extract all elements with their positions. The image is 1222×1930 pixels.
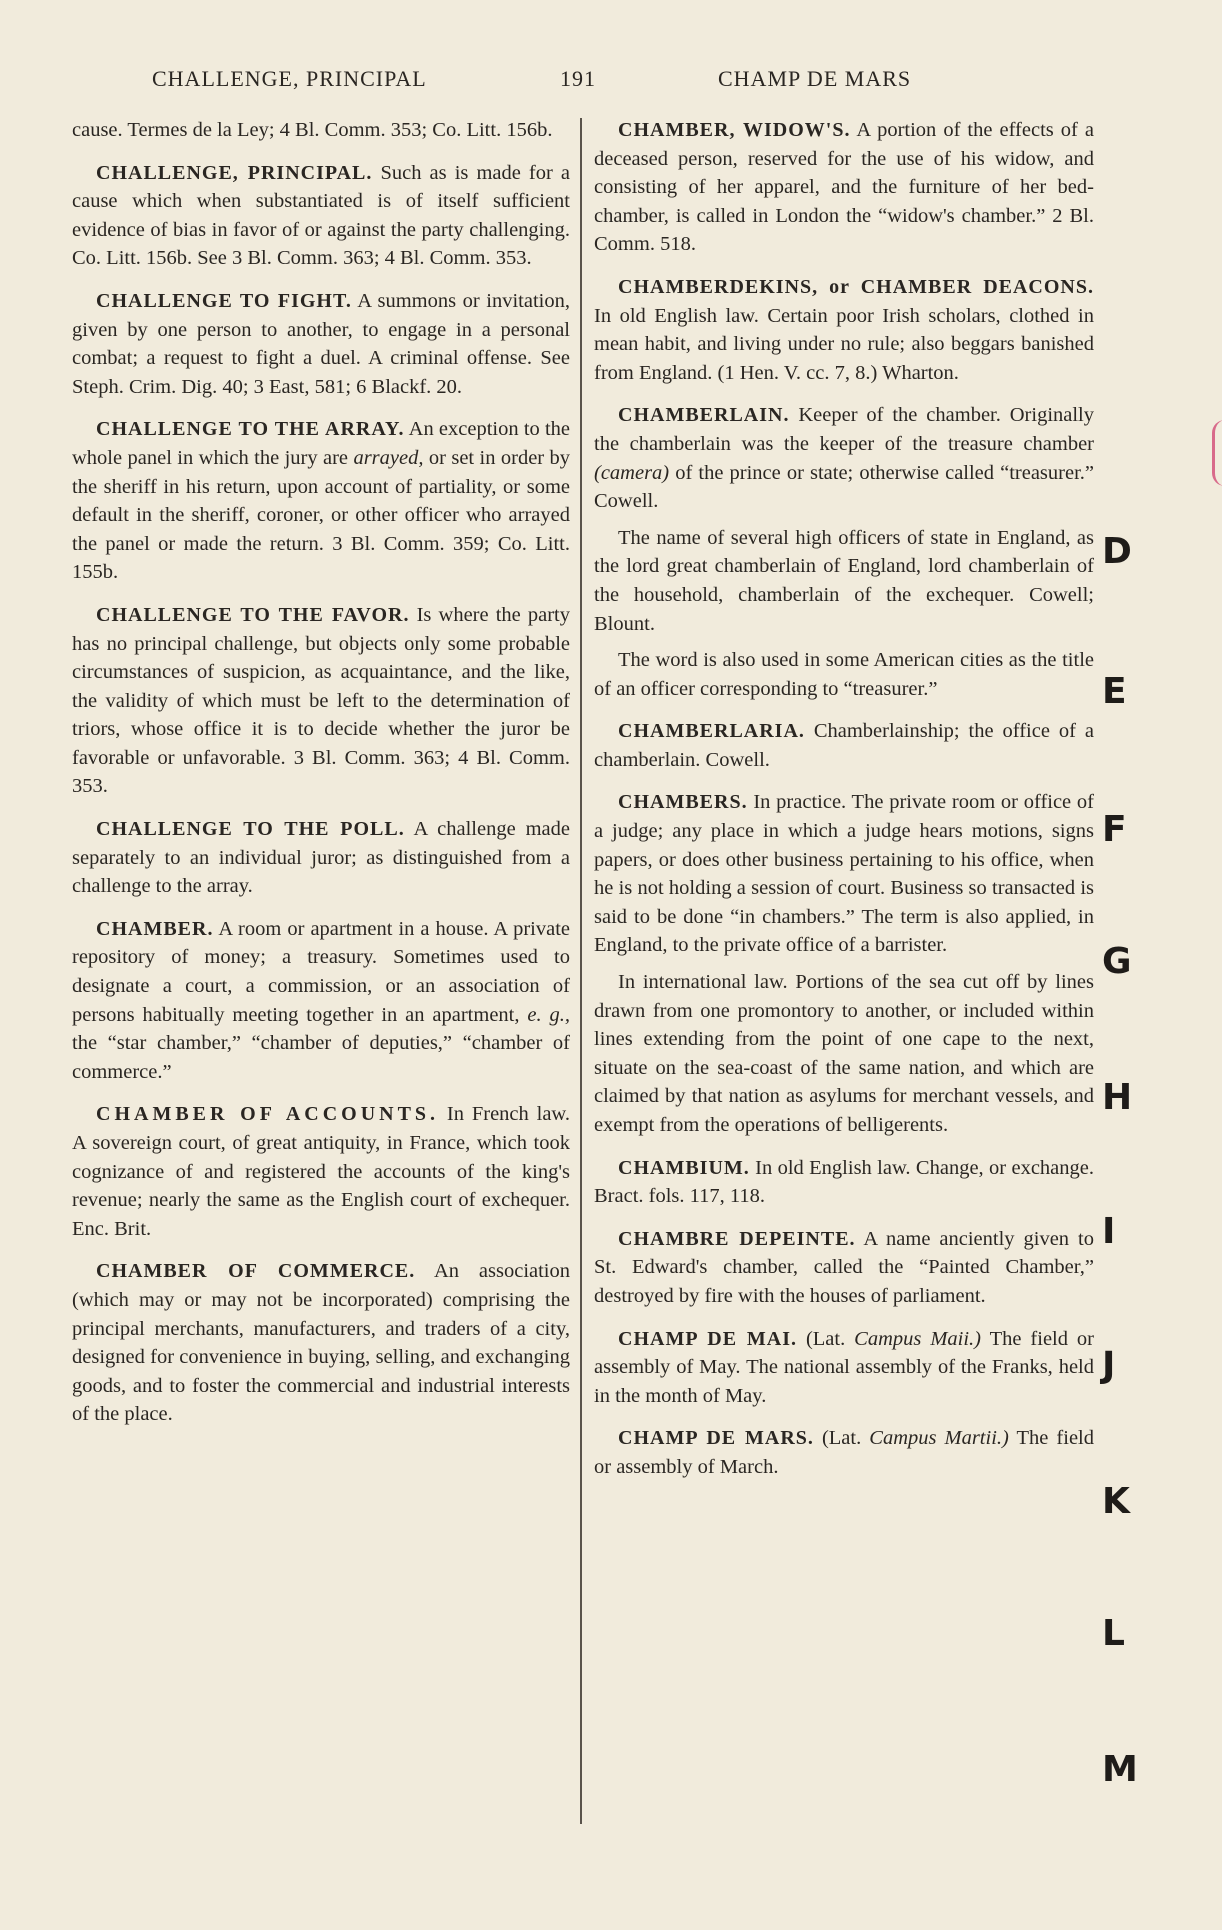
entry-champ-de-mars <box>594 1424 1094 1481</box>
entry-challenge-to-the-favor <box>72 601 570 801</box>
column-divider <box>580 118 582 1824</box>
entry-body: In old English law. Change, or exchange. Bract. fols. 117, 118. <box>594 1156 1094 1208</box>
entry-chamber <box>72 915 570 1087</box>
entry-chamberlain <box>594 401 1094 515</box>
entry-subparagraph: The word is also used in some American cities as the title of an officer corresponding to “treasurer.” <box>594 649 1094 700</box>
entry-headword: CHAMBERLAIN. <box>618 404 790 427</box>
entry-challenge-to-the-poll <box>72 815 570 901</box>
entry-challenge-to-fight <box>72 287 570 401</box>
entry-subparagraph: The name of several high officers of state in England, as the lord great chamberlain of England, lord chamberlain of the household, chamberlain of the exchequer. Cowell; Blount. <box>594 526 1094 635</box>
entry-body: (Lat. <box>821 1427 862 1450</box>
entry-headword: CHAMBER OF COMMERCE. <box>96 1260 416 1283</box>
entry-chambre-depeinte <box>594 1225 1094 1311</box>
entry-body: the “star chamber,” “chamber of deputies,” “chamber of commerce.” <box>72 1032 570 1083</box>
thumb-index-letter: K <box>1102 1481 1130 1522</box>
entry-body: A summons or invitation, given by one person to another, to engage in a personal combat; a request to fight a duel. A criminal offense. See Steph. Crim. Dig. 40; 3 East, 581; 6 Blackf. 20. <box>72 289 570 398</box>
entry-headword: CHALLENGE TO THE POLL. <box>96 818 405 841</box>
entry-body: or set in order by the sheriff in his return, upon account of partiality, or some default in the sheriff, coroner, or other officer who arrayed the panel or made the return. 3 Bl. Comm. 359; Co. Litt. 155b. <box>72 446 571 584</box>
thumb-index-letter: M <box>1102 1749 1138 1790</box>
page-number: 191 <box>560 66 596 91</box>
entry-body: Keeper of the chamber. Originally the chamberlain was the keeper of the treasure chamber <box>594 404 1095 455</box>
entry-headword: CHAMP DE MAI. <box>618 1327 797 1350</box>
entry-body: In practice. The private room or office of a judge; any place in which a judge hears motions, signs papers, or does other business pertaining to his office, when he is not holding a session of court. Business so transacted is said to be done “in chambers.” The term is also applied, in England, to the private office of a barrister. <box>594 791 1094 957</box>
thumb-index-letter: E <box>1102 671 1127 712</box>
entry-headword: CHAMBERLARIA. <box>618 720 805 743</box>
entry-body: A room or apartment in a house. A private repository of money; a treasury. Sometimes used to designate a court, a commission, or an association of persons habitually meeting together in an apartment, <box>72 917 571 1026</box>
running-head-left: CHALLENGE, PRINCIPAL <box>152 66 427 91</box>
running-head-right: CHAMP DE MARS <box>718 66 912 91</box>
entry-italic: e. g., <box>527 1003 570 1026</box>
entry-chamber-of-accounts <box>72 1100 570 1243</box>
thumb-index-letter: I <box>1102 1211 1116 1252</box>
entry-body: In old English law. Certain poor Irish scholars, clothed in mean habit, and living under no rule; also beggars banished from England. (1 Hen. V. cc. 7, 8.) Wharton. <box>594 304 1094 384</box>
entry-headword: CHALLENGE TO THE FAVOR. <box>96 603 410 626</box>
page-edge-mark <box>1212 420 1222 486</box>
entry-chamber-of-commerce <box>72 1257 570 1429</box>
entry-headword: CHALLENGE, PRINCIPAL. <box>96 161 373 184</box>
entry-body: An exception to the whole panel in which the jury are <box>72 418 571 469</box>
entry-italic: (camera) <box>594 461 670 484</box>
entry-body: A name anciently given to St. Edward's chamber, called the “Painted Chamber,” destroyed by fire with the houses of parliament. <box>594 1227 1094 1307</box>
entry-headword: CHAMBERDEKINS, or CHAMBER DEACONS. <box>618 275 1094 298</box>
thumb-index-letter: G <box>1102 941 1132 982</box>
entry-chamberlaria <box>594 717 1094 774</box>
running-head <box>0 66 1222 98</box>
entry-challenge-to-the-array <box>72 415 570 587</box>
entry-body: An association (which may or may not be incorporated) comprising the principal merchants, manufacturers, and traders of a city, designed for convenience in buying, selling, and exchanging goods, and to foster the commercial and industrial interests of the place. <box>72 1260 570 1426</box>
entry-continuation <box>72 116 570 145</box>
entry-headword: CHALLENGE TO THE ARRAY. <box>96 418 405 441</box>
entry-headword: CHAMBER, WIDOW'S. <box>618 119 851 141</box>
entry-headword: CHAMBIUM. <box>618 1156 750 1179</box>
entry-body: The field or assembly of May. The national assembly of the Franks, held in the month of May. <box>594 1327 1095 1407</box>
entry-chamberdekins <box>594 273 1094 387</box>
entry-body: (Lat. <box>805 1327 846 1350</box>
entry-body: of the prince or state; otherwise called “treasurer.” Cowell. <box>594 461 1095 513</box>
entry-body: Is where the party has no principal challenge, but objects only some probable circumstances of suspicion, as acquaintance, and the like, the validity of which must be left to the determination of triors, whose office it is to decide whether the juror be favorable or unfavorable. 3 Bl. Comm. 363; 4 Bl. Comm. 353. <box>72 603 570 798</box>
entry-body: A portion of the effects of a deceased person, reserved for the use of his widow, and consisting of her apparel, and the furniture of her bed-chamber, is called in London the “widow's chamber.” 2 Bl. Comm. 518. <box>594 119 1094 256</box>
entry-body: A challenge made separately to an individual juror; as distinguished from a challenge to the array. <box>72 818 570 898</box>
entry-headword: CHAMBER. <box>96 917 214 940</box>
entry-body: cause. Termes de la Ley; 4 Bl. Comm. 353; Co. Litt. 156b. <box>72 119 553 141</box>
entry-chambium <box>594 1154 1094 1211</box>
right-column <box>594 116 1094 1496</box>
thumb-index-letter: L <box>1102 1613 1125 1654</box>
entry-italic: arrayed, <box>353 446 424 469</box>
left-column <box>72 116 570 1443</box>
entry-italic: Campus Martii.) <box>869 1427 1009 1450</box>
entry-italic: Campus Maii.) <box>854 1327 981 1350</box>
thumb-index-letter: D <box>1102 531 1132 572</box>
entry-headword: CHAMBERS. <box>618 791 748 814</box>
entry-body: In French law. A sovereign court, of great antiquity, in France, which took cognizance of and registered the accounts of the king's revenue; nearly the same as the English court of exchequer. Enc. Brit. <box>72 1103 571 1240</box>
entry-headword: CHAMBER OF ACCOUNTS. <box>96 1103 440 1126</box>
entry-champ-de-mai <box>594 1325 1094 1411</box>
entry-challenge-principal <box>72 159 570 273</box>
thumb-index-letter: J <box>1102 1345 1116 1386</box>
entry-body: The field or assembly of March. <box>594 1427 1094 1478</box>
thumb-index-letter: H <box>1102 1077 1133 1118</box>
entry-body: Chamberlainship; the office of a chamberlain. Cowell. <box>594 720 1094 771</box>
entry-headword: CHALLENGE TO FIGHT. <box>96 289 352 312</box>
entry-chambers <box>594 788 1094 960</box>
entry-headword: CHAMBRE DEPEINTE. <box>618 1227 856 1250</box>
entry-chamber-widows <box>594 116 1094 259</box>
thumb-index-letter: F <box>1102 809 1127 850</box>
entry-body: Such as is made for a cause which when substantiated is of itself sufficient evidence of bias in favor of or against the party challenging. Co. Litt. 156b. See 3 Bl. Comm. 363; 4 Bl. Comm. 353. <box>72 161 570 270</box>
entry-subparagraph: In international law. Portions of the sea cut off by lines drawn from one promontory to another, or included within lines extending from the point of one cape to the next, situate on the sea-coast of the same nation, and which are claimed by that nation as asylums for merchant vessels, and exempt from the operations of belligerents. <box>594 971 1094 1136</box>
entry-headword: CHAMP DE MARS. <box>618 1427 814 1450</box>
